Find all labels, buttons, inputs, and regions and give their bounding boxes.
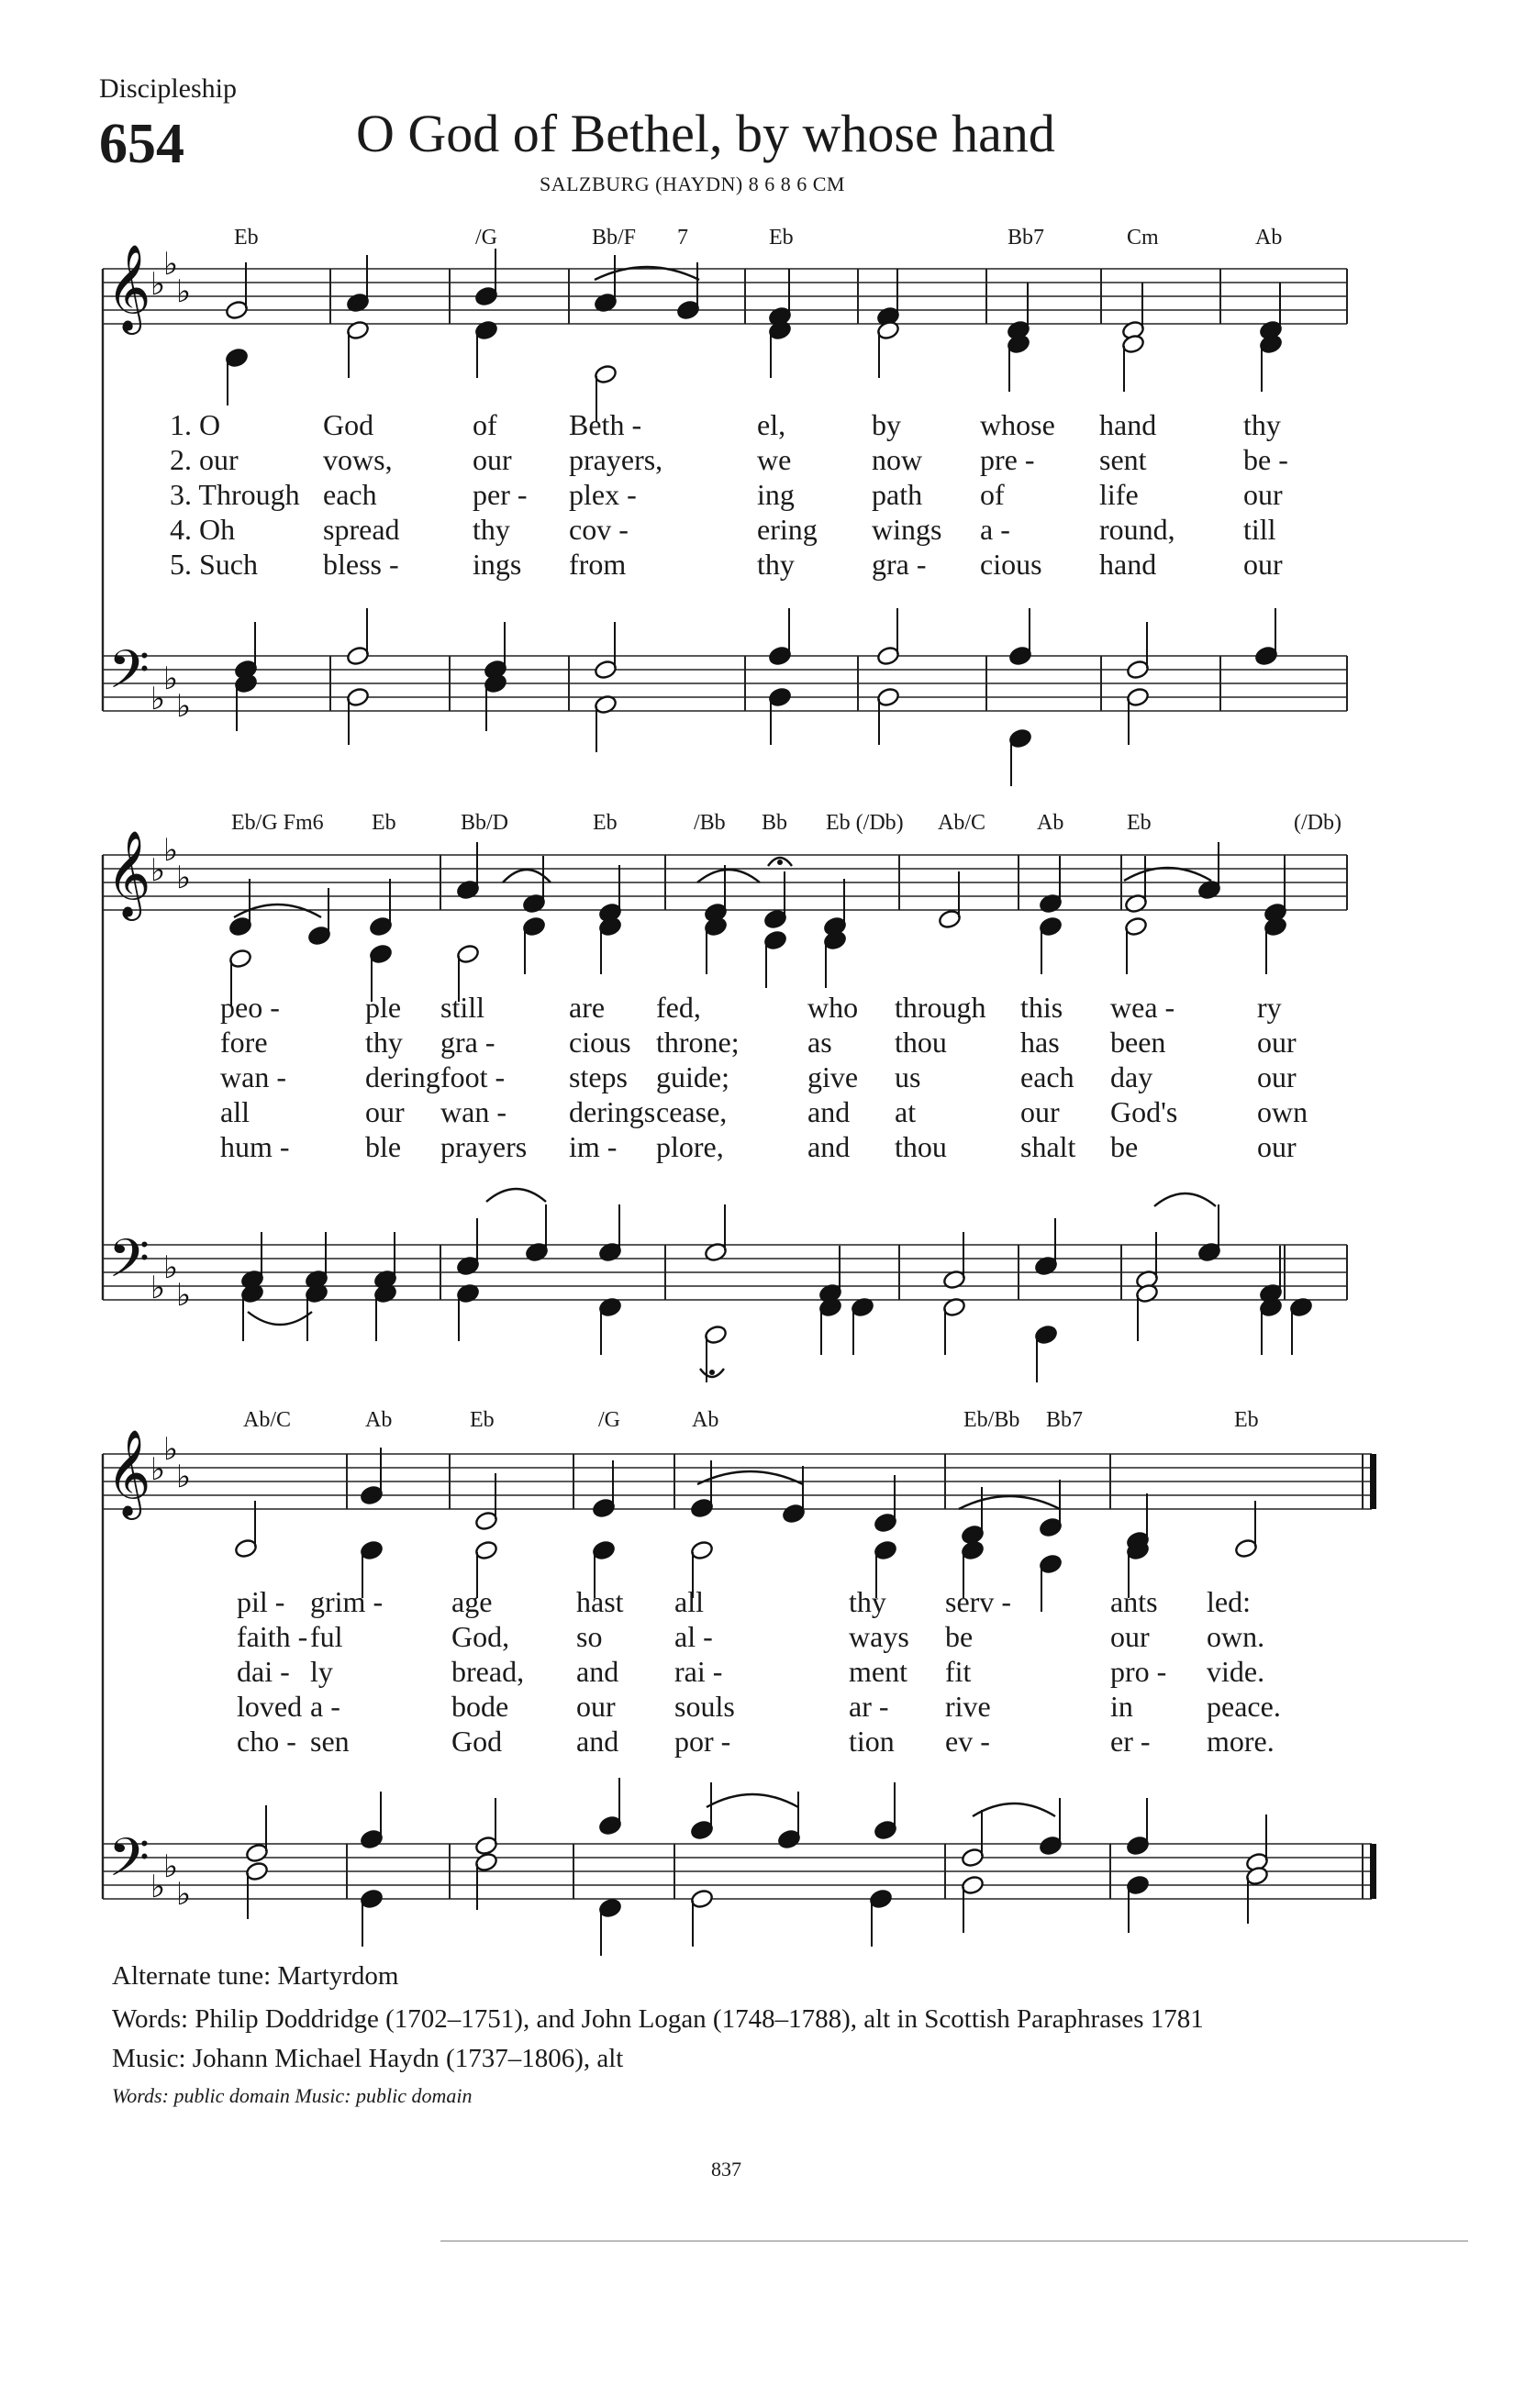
lyric-syllable: own (1257, 1095, 1308, 1128)
lyric-syllable: thou (895, 1130, 947, 1163)
lyric-syllable: this (1020, 991, 1063, 1024)
chord: Eb (769, 226, 794, 250)
flat-sign: ♭ (150, 266, 166, 303)
chord: Ab/C (938, 811, 986, 835)
lyric-syllable: gra - (440, 1026, 495, 1059)
hymn-title: O God of Bethel, by whose hand (356, 104, 1055, 163)
slur (1154, 1193, 1216, 1206)
page-number: 837 (711, 2158, 741, 2181)
lyric-syllable: guide; (656, 1060, 729, 1093)
chord: Bb (762, 811, 788, 835)
flat-sign: ♭ (176, 1876, 192, 1913)
lyric-syllable: dering (365, 1060, 440, 1093)
lyric-syllable: our (1243, 548, 1283, 581)
lyric-syllable: thy (1243, 408, 1281, 441)
lyric-syllable: thy (365, 1026, 403, 1059)
lyric-syllable: been (1110, 1026, 1166, 1059)
lyric-syllable: ful (310, 1620, 343, 1653)
tune-meter-line: SALZBURG (HAYDN) 8 6 8 6 CM (540, 172, 845, 195)
lyric-syllable: led: (1207, 1585, 1251, 1618)
chord: Eb (1234, 1408, 1259, 1432)
lyric-syllable: each (323, 478, 377, 511)
flat-sign: ♭ (150, 852, 166, 889)
slur (973, 1803, 1055, 1816)
lyric-syllable: fit (945, 1655, 972, 1688)
lyric-syllable: path (872, 478, 923, 511)
lyric-syllable: prayers, (569, 443, 663, 476)
chord: Ab (365, 1408, 393, 1432)
slur (1124, 868, 1211, 881)
treble-clef: 𝄞 (106, 830, 151, 917)
lyric-syllable: hand (1099, 408, 1157, 441)
chord: Eb (470, 1408, 495, 1432)
lyric-syllable: cov - (569, 513, 629, 546)
fermata-dot (709, 1370, 715, 1375)
lyric-syllable: per - (473, 478, 528, 511)
chord: /G (475, 226, 497, 250)
lyric-syllable: rai - (674, 1655, 723, 1688)
chord: Bb/D (461, 811, 509, 835)
chord: Eb (593, 811, 618, 835)
lyric-syllable: day (1110, 1060, 1153, 1093)
chord: Ab (1255, 226, 1283, 250)
lyric-syllable: God's (1110, 1095, 1178, 1128)
lyric-syllable: all (674, 1585, 704, 1618)
treble-clef: 𝄞 (106, 1429, 151, 1516)
lyric-syllable: tion (849, 1725, 895, 1758)
lyric-syllable: our (576, 1690, 616, 1723)
lyric-syllable: are (569, 991, 606, 1024)
lyric-syllable: our (1257, 1060, 1297, 1093)
lyric-syllable: and (807, 1130, 851, 1163)
chord: Ab (692, 1408, 719, 1432)
lyric-syllable: rive (945, 1690, 991, 1723)
lyric-syllable: life (1099, 478, 1139, 511)
lyric-syllable: thy (849, 1585, 886, 1618)
lyric-syllable: 3. Through (170, 478, 300, 511)
lyric-syllable: thy (757, 548, 795, 581)
lyric-syllable: our (1020, 1095, 1060, 1128)
lyric-syllable: peo - (220, 991, 280, 1024)
flat-sign: ♭ (163, 1249, 179, 1286)
lyric-syllable: peace. (1207, 1690, 1281, 1723)
chord: Eb (234, 226, 259, 250)
lyric-syllable: pre - (980, 443, 1035, 476)
lyric-syllable: our (1257, 1026, 1297, 1059)
chord: /Bb (694, 811, 726, 835)
flat-sign: ♭ (150, 1869, 166, 1905)
flat-sign: ♭ (163, 246, 179, 283)
bass-clef: 𝄢 (108, 638, 150, 714)
lyric-syllable: all (220, 1095, 250, 1128)
lyric-syllable: of (980, 478, 1005, 511)
slur (248, 1312, 312, 1325)
lyric-syllable: sent (1099, 443, 1147, 476)
lyric-syllable: ar - (849, 1690, 889, 1723)
lyric-syllable: our (365, 1095, 405, 1128)
lyric-syllable: serv - (945, 1585, 1011, 1618)
lyric-syllable: ble (365, 1130, 402, 1163)
lyric-syllable: round, (1099, 513, 1175, 546)
lyric-syllable: whose (980, 408, 1055, 441)
flat-sign: ♭ (176, 273, 192, 310)
lyric-syllable: us (895, 1060, 921, 1093)
lyric-syllable: cious (980, 548, 1042, 581)
lyric-syllable: wings (872, 513, 942, 546)
lyric-syllable: ple (365, 991, 402, 1024)
lyric-syllable: ering (757, 513, 818, 546)
flat-sign: ♭ (163, 660, 179, 697)
lyric-syllable: spread (323, 513, 400, 546)
section-heading: Discipleship (99, 73, 237, 104)
lyric-syllable: prayers (440, 1130, 528, 1163)
lyric-syllable: throne; (656, 1026, 740, 1059)
lyric-syllable: 4. Oh (170, 513, 236, 546)
lyric-syllable: plex - (569, 478, 637, 511)
copyright-line: Words: public domain Music: public domain (112, 2084, 473, 2107)
lyric-syllable: who (807, 991, 859, 1024)
lyric-syllable: derings (569, 1095, 656, 1128)
flat-sign: ♭ (150, 1270, 166, 1306)
lyric-syllable: in (1110, 1690, 1133, 1723)
lyric-syllable: and (576, 1725, 619, 1758)
lyric-syllable: from (569, 548, 627, 581)
lyric-syllable: 1. O (170, 408, 221, 441)
lyric-syllable: through (895, 991, 986, 1024)
lyric-syllable: dai - (237, 1655, 290, 1688)
lyric-syllable: our (1110, 1620, 1150, 1653)
slur (707, 1794, 798, 1807)
flat-sign: ♭ (163, 1848, 179, 1885)
lyric-syllable: hum - (220, 1130, 290, 1163)
chord: Eb (372, 811, 396, 835)
bass-clef: 𝄢 (108, 1227, 150, 1303)
lyric-syllable: bless - (323, 548, 399, 581)
chord: Bb7 (1046, 1408, 1084, 1432)
final-barline (1370, 1454, 1376, 1509)
lyric-syllable: el, (757, 408, 786, 441)
chord: 7 (677, 226, 688, 250)
lyric-syllable: be (1110, 1130, 1139, 1163)
lyric-syllable: vide. (1207, 1655, 1265, 1688)
chord: Ab/C (243, 1408, 292, 1432)
lyric-syllable: plore, (656, 1130, 724, 1163)
lyric-syllable: faith - (237, 1620, 308, 1653)
lyric-syllable: a - (980, 513, 1010, 546)
slur (486, 1189, 546, 1202)
lyric-syllable: cho - (237, 1725, 296, 1758)
lyric-syllable: at (895, 1095, 917, 1128)
slur (959, 1496, 1060, 1509)
chord: /G (598, 1408, 620, 1432)
chord: Ab (1037, 811, 1064, 835)
lyric-syllable: grim - (310, 1585, 384, 1618)
flat-sign: ♭ (176, 860, 192, 896)
lyric-syllable: as (807, 1026, 832, 1059)
lyric-syllable: our (1257, 1130, 1297, 1163)
music-credit: Music: Johann Michael Haydn (1737–1806), alt (112, 2044, 624, 2073)
flat-sign: ♭ (176, 1277, 192, 1314)
bass-clef: 𝄢 (108, 1826, 150, 1902)
flat-sign: ♭ (176, 688, 192, 725)
flat-sign: ♭ (176, 1459, 192, 1495)
lyric-syllable: fore (220, 1026, 268, 1059)
lyric-syllable: still (440, 991, 485, 1024)
lyric-syllable: wan - (220, 1060, 286, 1093)
lyric-syllable: till (1243, 513, 1276, 546)
chord: Eb/Bb (963, 1408, 1020, 1432)
lyric-syllable: cious (569, 1026, 631, 1059)
flat-sign: ♭ (150, 681, 166, 717)
lyric-syllable: ways (849, 1620, 909, 1653)
lyric-syllable: ings (473, 548, 522, 581)
lyric-syllable: vows, (323, 443, 393, 476)
lyric-syllable: ev - (945, 1725, 990, 1758)
lyric-syllable: and (576, 1655, 619, 1688)
lyric-syllable: God (323, 408, 374, 441)
chord: Bb7 (1007, 226, 1045, 250)
hymn-number: 654 (99, 113, 184, 175)
flat-sign: ♭ (163, 832, 179, 869)
chord: Cm (1127, 226, 1159, 250)
lyric-syllable: gra - (872, 548, 927, 581)
lyric-syllable: we (757, 443, 792, 476)
words-credit: Words: Philip Doddridge (1702–1751), and John Logan (1748–1788), alt in Scottish Paraphrases 1781 (112, 2004, 1204, 2034)
chord: (/Db) (1294, 811, 1341, 835)
lyric-syllable: er - (1110, 1725, 1151, 1758)
lyric-syllable: pil - (237, 1585, 285, 1618)
chord: Eb (/Db) (826, 811, 904, 835)
lyric-syllable: God (451, 1725, 503, 1758)
lyric-syllable: im - (569, 1130, 618, 1163)
lyric-syllable: fed, (656, 991, 701, 1024)
lyric-syllable: our (473, 443, 512, 476)
lyric-syllable: 5. Such (170, 548, 258, 581)
slur (234, 904, 321, 917)
flat-sign: ♭ (163, 1431, 179, 1468)
lyric-syllable: a - (310, 1690, 340, 1723)
chord: Eb/G Fm6 (231, 811, 324, 835)
treble-clef: 𝄞 (106, 244, 151, 331)
slur (697, 870, 760, 882)
lyric-syllable: souls (674, 1690, 735, 1723)
lyric-syllable: each (1020, 1060, 1074, 1093)
lyric-syllable: of (473, 408, 497, 441)
lyric-syllable: own. (1207, 1620, 1265, 1653)
lyric-syllable: loved (237, 1690, 303, 1723)
lyric-syllable: age (451, 1585, 493, 1618)
lyric-syllable: hast (576, 1585, 624, 1618)
flat-sign: ♭ (150, 1451, 166, 1488)
lyric-syllable: bread, (451, 1655, 525, 1688)
lyric-syllable: ing (757, 478, 795, 511)
lyric-syllable: more. (1207, 1725, 1275, 1758)
lyric-syllable: sen (310, 1725, 350, 1758)
lyric-syllable: ants (1110, 1585, 1158, 1618)
lyric-syllable: al - (674, 1620, 713, 1653)
lyric-syllable: be - (1243, 443, 1288, 476)
lyric-syllable: pro - (1110, 1655, 1167, 1688)
final-barline (1370, 1844, 1376, 1899)
lyric-syllable: our (1243, 478, 1283, 511)
lyric-syllable: give (807, 1060, 859, 1093)
lyric-syllable: so (576, 1620, 603, 1653)
lyric-syllable: thou (895, 1026, 947, 1059)
lyric-syllable: por - (674, 1725, 731, 1758)
slur (697, 1471, 803, 1484)
lyric-syllable: God, (451, 1620, 510, 1653)
lyric-syllable: wan - (440, 1095, 507, 1128)
lyric-syllable: foot - (440, 1060, 506, 1093)
lyric-syllable: ry (1257, 991, 1282, 1024)
lyric-syllable: Beth - (569, 408, 642, 441)
chord: Bb/F (592, 226, 637, 250)
lyric-syllable: shalt (1020, 1130, 1076, 1163)
lyric-syllable: now (872, 443, 923, 476)
lyric-syllable: and (807, 1095, 851, 1128)
lyric-syllable: ly (310, 1655, 333, 1688)
lyric-syllable: steps (569, 1060, 628, 1093)
lyric-syllable: thy (473, 513, 510, 546)
lyric-syllable: hand (1099, 548, 1157, 581)
lyric-syllable: has (1020, 1026, 1060, 1059)
page-rule (440, 2240, 1468, 2242)
lyric-syllable: 2. our (170, 443, 239, 476)
lyric-syllable: bode (451, 1690, 509, 1723)
lyric-syllable: wea - (1110, 991, 1175, 1024)
chord: Eb (1127, 811, 1152, 835)
alternate-tune: Alternate tune: Martyrdom (112, 1961, 399, 1991)
lyric-syllable: be (945, 1620, 974, 1653)
lyric-syllable: cease, (656, 1095, 728, 1128)
fermata-dot (777, 860, 783, 865)
lyric-syllable: by (872, 408, 901, 441)
lyric-syllable: ment (849, 1655, 907, 1688)
